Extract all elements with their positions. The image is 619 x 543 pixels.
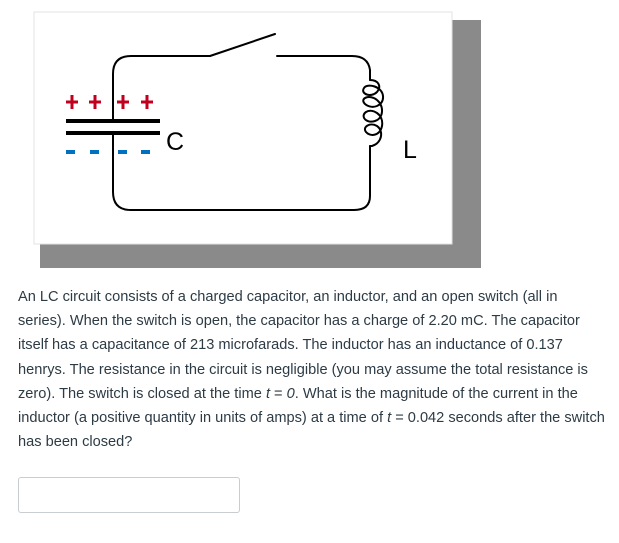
capacitor-label: C <box>166 128 185 156</box>
inductor-label: L <box>403 136 417 164</box>
question-segment: An LC circuit consists of a charged capacitor, an inductor, and an open switch (all in series). When the switch is open, the capacitor has a charge of 2.20 mC. The capacitor itself has a capacitance of 213 microfarads. The inductor has an inductance of 0.137 henrys. The resistance in the circuit is negligible (you may assume the total resistance is zero). The switch is closed at the time <box>18 289 588 402</box>
circuit-figure <box>20 0 486 270</box>
question-segment: = 0.042 seconds after the switch has been closed? <box>18 410 605 451</box>
minus-sign <box>90 150 99 154</box>
minus-sign <box>66 150 75 154</box>
question-variable: t <box>265 385 270 402</box>
question-segment: . What is the magnitude of the current in the inductor (a positive quantity in units of amps) at a time of <box>18 385 578 427</box>
capacitor-bottom-plate <box>66 131 160 135</box>
answer-input[interactable] <box>18 477 240 513</box>
question-variable: 0 <box>286 385 295 402</box>
minus-sign <box>118 150 127 154</box>
question-segment: = <box>270 385 287 402</box>
lc-circuit-diagram <box>20 0 486 270</box>
capacitor-top-plate <box>66 119 160 123</box>
question-text <box>18 285 608 454</box>
minus-sign <box>141 150 150 154</box>
question-variable: t <box>387 410 392 427</box>
